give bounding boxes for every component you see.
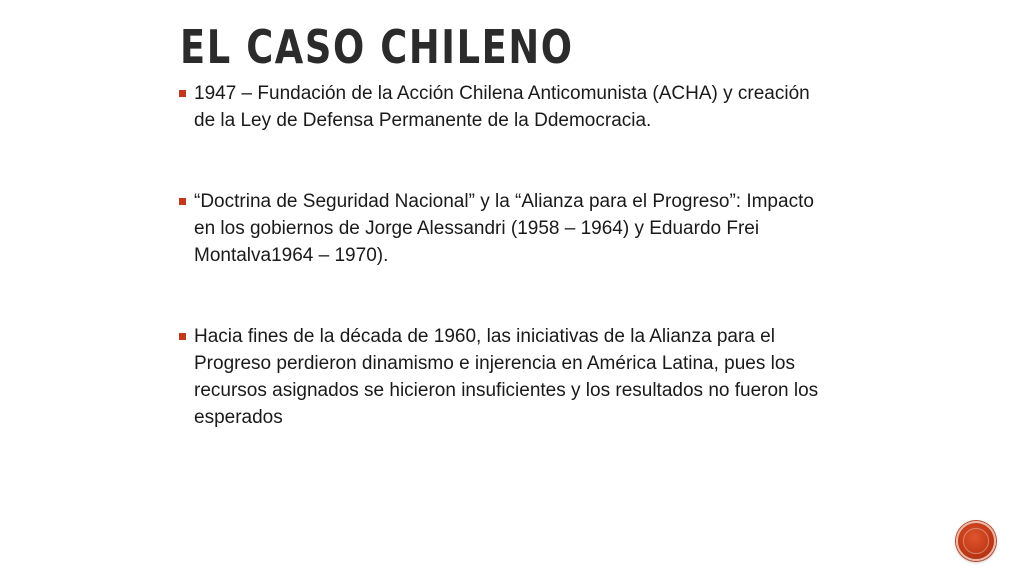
- bullet-item: [178, 80, 828, 134]
- bullet-text: 1947 – Fundación de la Acción Chilena Anticomunista (ACHA) y creación de la Ley de Defensa Permanente de la Ddemocracia.: [194, 83, 810, 131]
- bullet-item: [178, 323, 828, 431]
- nav-button-ring: [963, 528, 989, 554]
- bullet-item: [178, 188, 828, 269]
- square-bullet-icon: [179, 90, 186, 97]
- bullet-text: “Doctrina de Seguridad Nacional” y la “Alianza para el Progreso”: Impacto en los gobiernos de Jorge Alessandri (1958 – 1964) y Eduardo Frei Montalva1964 – 1970).: [194, 191, 814, 266]
- bullet-text: Hacia fines de la década de 1960, las iniciativas de la Alianza para el Progreso perdieron dinamismo e injerencia en América Latina, pues los recursos asignados se hicieron insuficientes y los resultados no fueron los esperados: [194, 326, 819, 428]
- slide-title: EL CASO CHILENO: [180, 20, 574, 74]
- slide-nav-button-icon[interactable]: [956, 521, 996, 561]
- square-bullet-icon: [179, 333, 186, 340]
- square-bullet-icon: [179, 198, 186, 205]
- bullet-list: [178, 80, 828, 431]
